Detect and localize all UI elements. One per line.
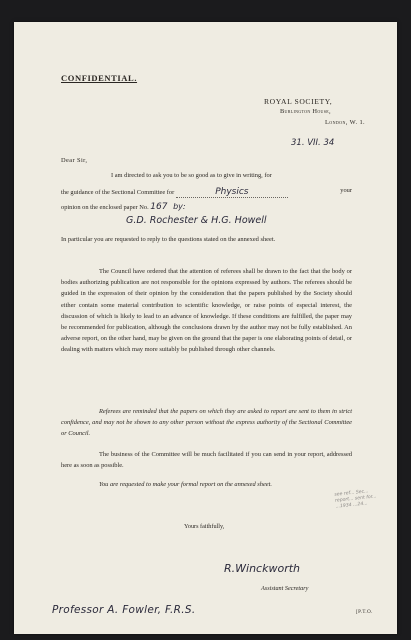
para1-line3	[61, 202, 352, 212]
committee-field: Physics	[176, 187, 288, 198]
by-label: by:	[173, 202, 186, 211]
para-council: The Council have ordered that the attention of referees shall be drawn to the fact that the body or bodies authorizing publication are not responsible for the opinions expressed by authors. The referees should be guided in the expression of their opinion by the consideration that the papers published by the Society should either contain some material contribution to scientific knowledge, or raise points of especial interest, the discussion of which is likely to lead to an advance of knowledge. If these conditions are fulfilled, the paper may be recommended for publication, although the conclusions drawn by the author may not be fully established. An adverse report, on the other hand, may be given on the ground that the paper is one elaborating points of detail, or dealing with matters which may more suitably be published through other channels.	[61, 268, 352, 354]
recipient-name: Professor A. Fowler, F.R.S.	[52, 604, 196, 616]
para-confidence: Referees are reminded that the papers on which they are asked to report are sent to them in strict confidence, and may not be shown to any other person without the express authority of the Sectional Committee or Council.	[61, 408, 352, 438]
signer-title: Assistant Secretary	[261, 585, 309, 592]
para-formal-report: You are requested to make your formal report on the annexed sheet.	[99, 481, 272, 488]
para1-line2-post: your	[340, 187, 352, 194]
para-business: The business of the Committee will be much facilitated if you can send in your report, addressed here as soon as possible.	[61, 451, 352, 470]
handwritten-date: 31. VII. 34	[291, 138, 335, 148]
org-name: ROYAL SOCIETY,	[264, 97, 333, 106]
para1-line3-pre: opinion on the enclosed paper No.	[61, 204, 149, 211]
closing: Yours faithfully,	[184, 523, 225, 530]
para1-line1: I am directed to ask you to be so good as to give in writing, for	[111, 172, 272, 179]
para1-line2	[61, 187, 352, 198]
signature: R.Winckworth	[224, 562, 300, 575]
org-city: London, W. 1.	[325, 119, 366, 126]
pto-mark: [P.T.O.	[356, 610, 373, 615]
margin-pencil-note: see ref... Sec... report... sent for... ...1934 ...24...	[334, 489, 377, 510]
salutation: Dear Sir,	[61, 157, 88, 164]
confidential-heading: CONFIDENTIAL.	[61, 73, 138, 83]
paper-number: 167	[150, 202, 168, 212]
para-questions: In particular you are requested to reply to the questions stated on the annexed sheet.	[61, 236, 276, 243]
para1-line2-pre: the guidance of the Sectional Committee for	[61, 189, 175, 196]
org-street: Burlington House,	[280, 108, 331, 115]
authors: G.D. Rochester & H.G. Howell	[126, 215, 267, 226]
letter-sheet	[14, 22, 397, 634]
